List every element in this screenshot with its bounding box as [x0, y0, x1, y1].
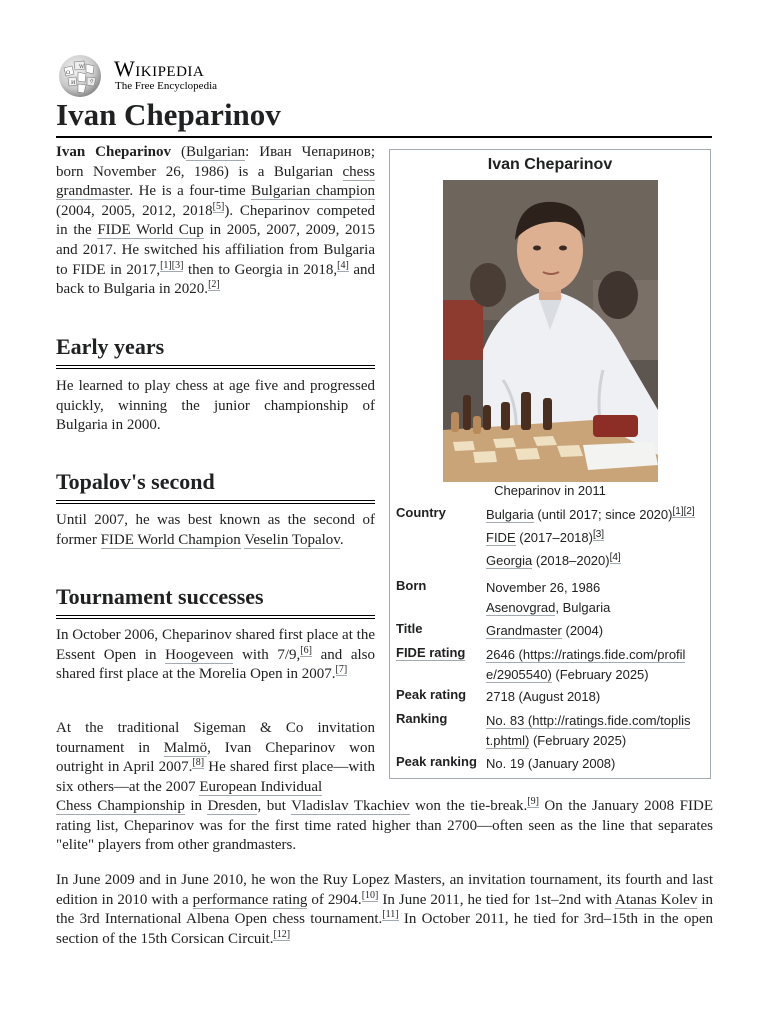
infobox-value: No. 19 (January 2008) [486, 756, 616, 771]
fide-profile-link[interactable]: 2646 (https://ratings.fide.com/profil [486, 647, 686, 662]
performance-rating-link[interactable]: performance rating [192, 891, 308, 908]
section-heading-tournament-successes: Tournament successes [56, 583, 375, 619]
infobox-value: No. 83 (http://ratings.fide.com/toplis t.phtml) (February 2025) [486, 713, 691, 748]
early-years-paragraph: He learned to play chess at age five and progressed quickly, winning the junior championship of Bulgaria in 2000. [56, 378, 375, 434]
svg-text:Ω: Ω [66, 70, 71, 76]
infobox-label: Ranking [396, 711, 448, 726]
infobox-label: Born [396, 578, 427, 593]
topalov-paragraph: Until 2007, he was best known as the second of former FIDE World Champion Veselin Topalov. [56, 512, 375, 548]
fide-toplist-link[interactable]: t.phtml) [486, 733, 530, 748]
european-championship-link[interactable]: Chess Championship [56, 798, 185, 814]
tournament-paragraph-3: In June 2009 and in June 2010, he won the Ruy Lopez Masters, an invitation tournament, its fourth and last edition in 2010 with a performance rating of 2904.[10] In June 2011, he tied for 1st–2nd with Atanas Kolev in the 3rd International Albena Open chess tournament.[11] In October 2011, he tied for 3rd–15th in the open section of the 15th Corsican Circuit.[12] [56, 872, 714, 947]
bulgarian-language-link[interactable]: Bulgarian [185, 144, 246, 160]
section-heading-early-years: Early years [56, 333, 375, 369]
grandmaster-link[interactable]: Grandmaster [486, 623, 562, 638]
section-heading-topalovs-second: Topalov's second [56, 468, 375, 504]
infobox-label: Title [396, 621, 423, 636]
infobox-label: Peak rating [396, 687, 467, 702]
malmo-link[interactable]: Malmö [163, 739, 208, 756]
veselin-topalov-link[interactable]: Veselin Topalov [244, 531, 340, 548]
fide-world-champion-link[interactable]: FIDE World Champion [100, 531, 241, 548]
infobox-value: 2718 (August 2018) [486, 689, 601, 704]
tournament-paragraph-1: In October 2006, Cheparinov shared first place at the Essent Open in Hoogeveen with 7/9,[6] and also shared first place at the Morelia Open in 2007.[7] [56, 627, 375, 683]
wikipedia-wordmark: Wikipedia [114, 56, 205, 81]
wikipedia-logo[interactable] [56, 54, 256, 98]
page-title: Ivan Cheparinov [56, 96, 712, 138]
reference-link[interactable]: [7] [335, 664, 348, 676]
reference-link[interactable]: [3] [171, 259, 184, 271]
reference-link[interactable]: [12] [273, 928, 291, 940]
fide-toplist-link[interactable]: No. 83 (http://ratings.fide.com/toplis [486, 713, 691, 728]
infobox-title: Ivan Cheparinov [487, 156, 613, 173]
country-fide-link[interactable]: FIDE [486, 530, 516, 545]
fide-rating-label-link[interactable]: FIDE rating [396, 645, 466, 660]
fide-profile-link[interactable]: e/2905540) [486, 667, 552, 682]
reference-link[interactable]: [5] [212, 200, 225, 212]
tournament-paragraph-2: At the traditional Sigeman & Co invitation tournament in Malmö, Ivan Cheparinov won outright in April 2007.[8] He shared first place—with six others—at the 2007 European Individual [56, 720, 376, 795]
country-bulgaria-link[interactable]: Bulgaria [486, 507, 534, 522]
svg-text:И: И [71, 80, 76, 86]
reference-link[interactable]: [11] [382, 909, 399, 921]
bulgarian-champion-link[interactable]: Bulgarian champion [251, 183, 375, 200]
infobox-value: Grandmaster (2004) [486, 623, 604, 638]
infobox-label [396, 645, 484, 660]
reference-link[interactable]: [4] [609, 551, 621, 563]
reference-link[interactable]: [4] [337, 259, 349, 271]
atanas-kolev-link[interactable]: Atanas Kolev [615, 891, 698, 908]
photo-caption: Cheparinov in 2011 [494, 483, 606, 498]
reference-link[interactable]: [6] [300, 644, 312, 656]
portrait-image [443, 180, 658, 482]
wikipedia-tagline: The Free Encyclopedia [115, 80, 218, 92]
reference-link[interactable]: [9] [527, 796, 539, 807]
wikipedia-globe-icon [56, 54, 104, 98]
chess-grandmaster-link[interactable]: chess grandmaster [56, 163, 375, 200]
european-championship-link[interactable]: European Individual [199, 778, 323, 795]
reference-link[interactable]: [8] [192, 757, 205, 769]
infobox-label: Peak ranking [396, 754, 477, 769]
hoogeveen-link[interactable]: Hoogeveen [165, 646, 234, 663]
vladislav-tkachiev-link[interactable]: Vladislav Tkachiev [291, 798, 410, 814]
dresden-link[interactable]: Dresden [207, 798, 258, 814]
reference-link[interactable]: [3] [592, 528, 605, 540]
subject-name: Ivan Cheparinov [56, 144, 171, 160]
intro-paragraph: Ivan Cheparinov (Bulgarian: Иван Чепаринов; born November 26, 1986) is a Bulgarian chess grandmaster. He is a four-time Bulgarian champion (2004, 2005, 2012, 2018[5]). Cheparinov competed in the FIDE World Cup in 2005, 2007, 2009, 2015 and 2017. He switched his affiliation from Bulgaria to FIDE in 2017,[1][3] then to Georgia in 2018,[4] and back to Bulgaria in 2020.[2] [56, 144, 376, 298]
reference-link[interactable]: [1] [672, 505, 684, 517]
asenovgrad-link[interactable]: Asenovgrad [486, 600, 556, 615]
fide-world-cup-link[interactable]: FIDE World Cup [97, 222, 204, 239]
infobox-value: November 26, 1986 Asenovgrad, Bulgaria [486, 580, 611, 615]
infobox-value: 2646 (https://ratings.fide.com/profil e/2905540) (February 2025) [486, 647, 686, 682]
svg-text:W: W [79, 64, 85, 70]
infobox [389, 149, 711, 779]
reference-link[interactable]: [2] [683, 505, 695, 517]
tournament-paragraph-2-continued: Chess Championship in Dresden, but Vladislav Tkachiev won the tie-break.[9] On the January 2008 FIDE rating list, Cheparinov was for the first time rated higher than 2700—often seen as the line that separates "elite" players from other grandmasters. [56, 796, 713, 854]
reference-link[interactable]: [1] [160, 259, 172, 271]
reference-link[interactable]: [10] [361, 889, 379, 901]
svg-text:ウ: ウ [89, 79, 95, 85]
country-georgia-link[interactable]: Georgia [486, 553, 533, 568]
portrait-photo[interactable] [443, 180, 658, 482]
reference-link[interactable]: [2] [208, 279, 220, 291]
infobox-label: Country [396, 505, 446, 520]
infobox-value: Bulgaria (until 2017; since 2020)[1][2] FIDE (2017–2018)[3] Georgia (2018–2020)[4] [486, 505, 695, 568]
